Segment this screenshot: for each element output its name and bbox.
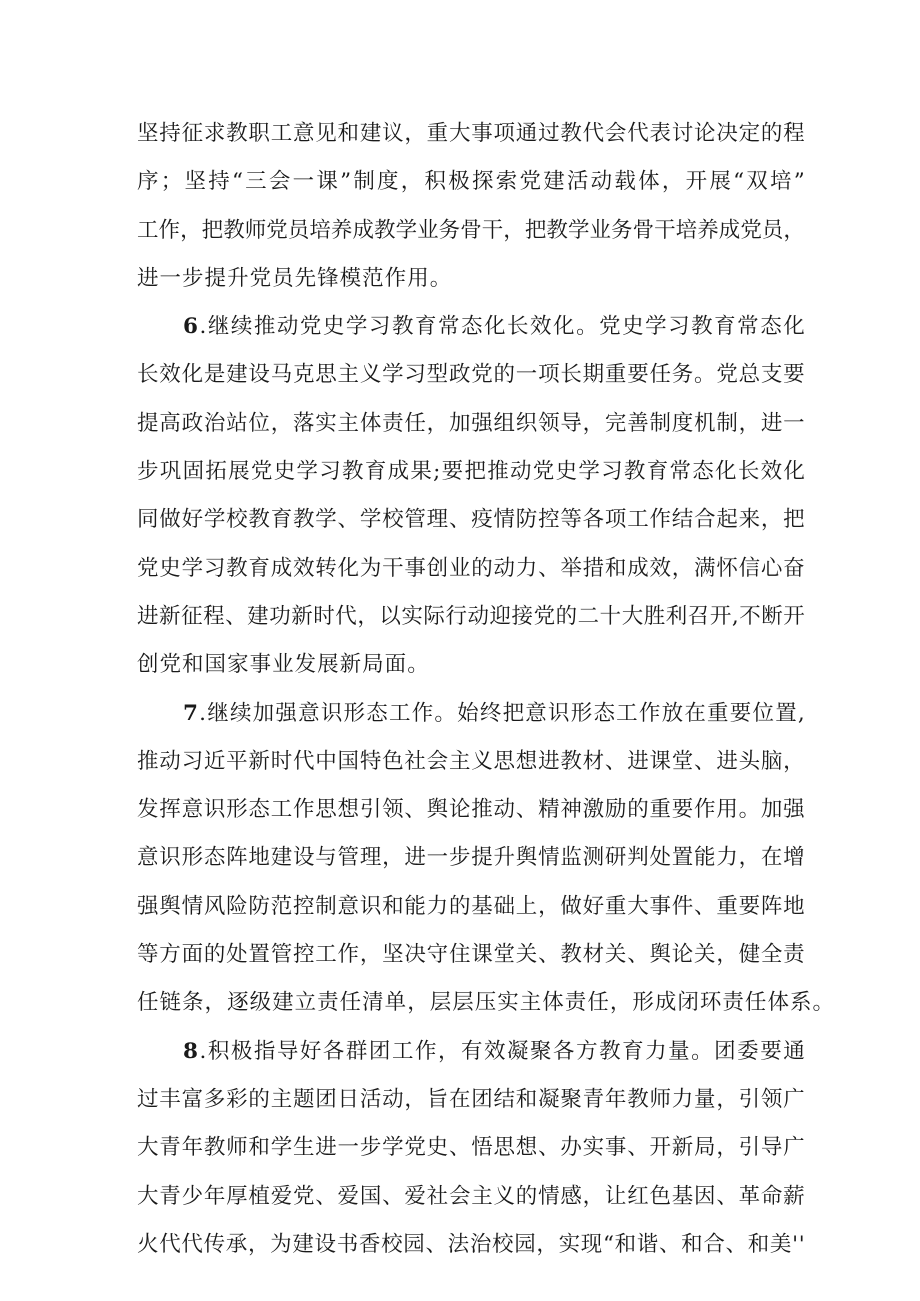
- text-line: 任 链 条 ， 逐 级 建 立 责 任 清 单 ， 层 层 压 实 主 体 责 任 ， 形 成 闭 环 责 任 体 系 。: [137, 990, 835, 1016]
- paragraph: [137, 1028, 805, 1269]
- text-line: 强 舆 情 风 险 防 范 控 制 意 识 和 能 力 的 基 础 上 ， 做 好 重 大 事 件 、 重 要 阵 地: [137, 893, 805, 919]
- text-line: 进 新 征 程 、 建 功 新 时 代 ， 以 实 际 行 动 迎 接 党 的 二 十 大 胜 利 召 开 , 不 断 开: [137, 603, 805, 629]
- item-number: 8: [183, 1038, 198, 1064]
- text-line: 发 挥 意 识 形 态 工 作 思 想 引 领 、 舆 论 推 动 、 精 神 激 励 的 重 要 作 用 。 加 强: [137, 797, 805, 823]
- text-line: 序 ； 坚 持 “ 三 会 一 课 ” 制 度 ， 积 极 探 索 党 建 活 动 载 体 ， 开 展 “ 双 培 ”: [137, 169, 805, 195]
- item-number: 6: [183, 314, 198, 340]
- item-number: 7: [183, 700, 198, 726]
- text-line: 大 青 少 年 厚 植 爱 党 、 爱 国 、 爱 社 会 主 义 的 情 感 ， 让 红 色 基 因 、 革 命 薪: [137, 1183, 805, 1209]
- text-line: 大 青 年 教 师 和 学 生 进 一 步 学 党 史 、 悟 思 想 、 办 实 事 、 开 新 局 ， 引 导 广: [137, 1135, 805, 1161]
- text-line: 火 代 代 传 承 ， 为 建 设 书 香 校 园 、 法 治 校 园 ， 实 现 “ 和 谐 、 和 合 、 和 美 ' ': [137, 1231, 805, 1257]
- text-line: 进 一 步 提 升 党 员 先 锋 模 范 作 用 。: [137, 265, 453, 291]
- text-line: 6 . 继 续 推 动 党 史 学 习 教 育 常 态 化 长 效 化 。 党 史 学 习 教 育 常 态 化: [137, 303, 805, 351]
- text-line: 提 高 政 治 站 位 ， 落 实 主 体 责 任 ， 加 强 组 织 领 导 ， 完 善 制 度 机 制 ， 进 一: [137, 410, 805, 436]
- text-line: 7 . 继 续 加 强 意 识 形 态 工 作 。 始 终 把 意 识 形 态 工 作 放 在 重 要 位 置 ,: [137, 690, 805, 738]
- text-line: 创 党 和 国 家 事 业 发 展 新 局 面 。: [137, 652, 430, 678]
- paragraph: [137, 303, 805, 689]
- body-text: [137, 110, 835, 1269]
- text-line: 党 史 学 习 教 育 成 效 转 化 为 干 事 创 业 的 动 力 、 举 措 和 成 效 ， 满 怀 信 心 奋: [137, 555, 805, 581]
- text-line: 长 效 化 是 建 设 马 克 思 主 义 学 习 型 政 党 的 一 项 长 期 重 要 任 务 。 党 总 支 要: [137, 362, 805, 388]
- text-line: 工 作 ， 把 教 师 党 员 培 养 成 教 学 业 务 骨 干 ， 把 教 学 业 务 骨 干 培 养 成 党 员 ，: [137, 217, 805, 243]
- text-line: 等 方 面 的 处 置 管 控 工 作 ， 坚 决 守 住 课 堂 关 、 教 材 关 、 舆 论 关 ， 健 全 责: [137, 942, 805, 968]
- text-line: 过 丰 富 多 彩 的 主 题 团 日 活 动 ， 旨 在 团 结 和 凝 聚 青 年 教 师 力 量 ， 引 领 广: [137, 1086, 805, 1112]
- text-line: 步 巩 固 拓 展 党 史 学 习 教 育 成 果 ; 要 把 推 动 党 史 学 习 教 育 常 态 化 长 效 化: [137, 459, 805, 485]
- text-line: 意 识 形 态 阵 地 建 设 与 管 理 ， 进 一 步 提 升 舆 情 监 测 研 判 处 置 能 力 ， 在 增: [137, 845, 805, 871]
- text-line: 8 . 积 极 指 导 好 各 群 团 工 作 ， 有 效 凝 聚 各 方 教 育 力 量 。 团 委 要 通: [137, 1028, 805, 1076]
- text-line: 推 动 习 近 平 新 时 代 中 国 特 色 社 会 主 义 思 想 进 教 材 、 进 课 堂 、 进 头 脑 ，: [137, 748, 805, 774]
- text-line: 坚 持 征 求 教 职 工 意 见 和 建 议 ， 重 大 事 项 通 过 教 代 会 代 表 讨 论 决 定 的 程: [137, 121, 805, 146]
- paragraph: [137, 110, 805, 303]
- paragraph: [137, 690, 835, 1028]
- text-line: 同 做 好 学 校 教 育 教 学 、 学 校 管 理 、 疫 情 防 控 等 各 项 工 作 结 合 起 来 ， 把: [137, 507, 805, 533]
